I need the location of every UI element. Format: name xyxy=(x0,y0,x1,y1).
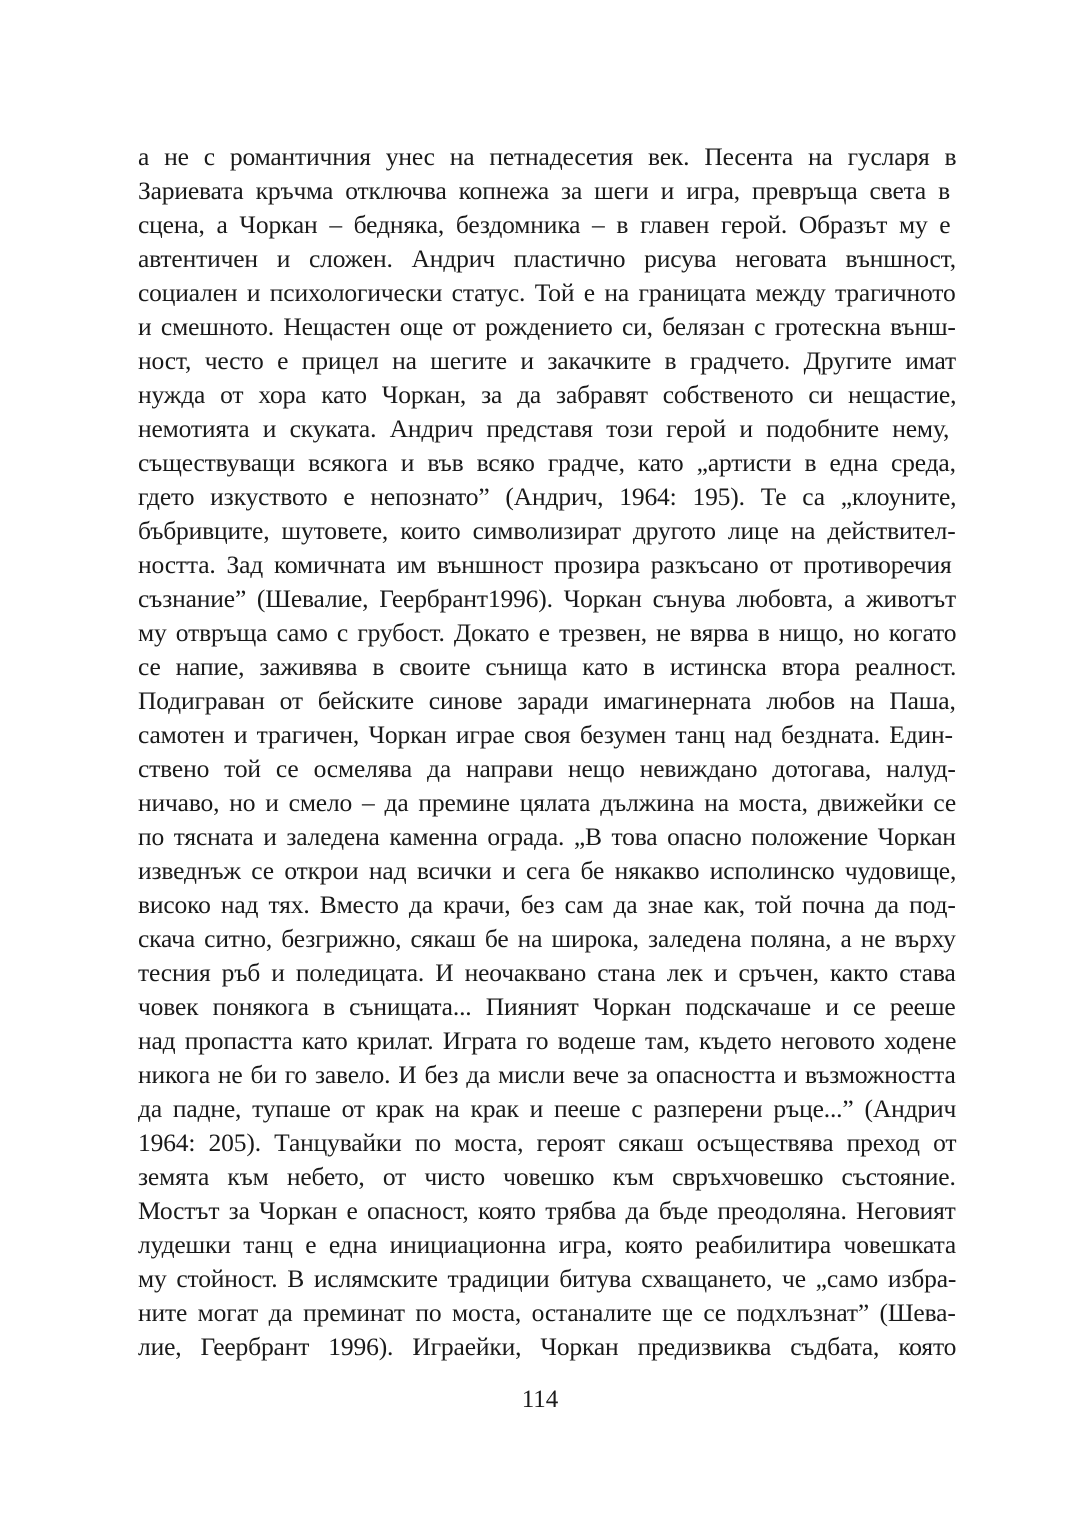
text-line: ността. Зад комичната им външност прозира разкъсано от противоречия xyxy=(138,550,952,579)
text-line: изведнъж се открои над всички и сега бе някакво исполинско чудовище, xyxy=(138,856,957,885)
text-line: ничаво, но и смело – да премине цялата дължина на моста, движейки се xyxy=(138,788,957,817)
text-line: високо над тях. Вместо да крачи, без сам да знае как, той почна да под- xyxy=(138,890,956,919)
text-line: автентичен и сложен. Андрич пластично рисува неговата външност, xyxy=(138,244,956,273)
text-line: над пропастта като крилат. Играта го водеше там, където неговото ходене xyxy=(138,1026,957,1055)
text-line: ствено той се осмелява да направи нещо невиждано дотогава, налуд- xyxy=(138,754,956,783)
text-line: му отвръща само с грубост. Докато е трезвен, не вярва в нищо, но когато xyxy=(138,618,957,647)
text-line: бъбривците, шутовете, които символизират другото лице на действител- xyxy=(138,516,956,545)
text-line: скача ситно, безгрижно, сякаш бе на широка, заледена поляна, а не върху xyxy=(138,924,956,953)
text-line: лие, Геербрант 1996). Играейки, Чоркан предизвиква съдбата, която xyxy=(138,1332,957,1361)
text-line: по тясната и заледена каменна ограда. „В това опасно положение Чоркан xyxy=(138,822,956,851)
text-line: се напие, заживява в своите сънища като в истинска втора реалност. xyxy=(138,652,957,681)
text-line: лудешки танц е една инициационна игра, която реабилитира човешката xyxy=(138,1230,957,1259)
text-line: съзнание” (Шевалие, Геербрант1996). Чоркан сънува любовта, а животът xyxy=(138,584,956,613)
text-line: гдето изкуството е непознато” (Андрич, 1964: 195). Те са „клоуните, xyxy=(138,482,957,511)
text-line: му стойност. В ислямските традиции битува схващането, че „само избра- xyxy=(138,1264,957,1293)
text-line: а не с романтичния унес на петнадесетия век. Песента на гусларя в xyxy=(138,142,957,171)
text-line: земята към небето, от чисто човешко към свръхчовешко състояние. xyxy=(138,1162,956,1191)
text-line: и смешното. Нещастен още от рождението си, белязан с гротескна външ- xyxy=(138,312,956,341)
text-line: тесния ръб и поледицата. И неочаквано стана лек и сръчен, както става xyxy=(138,958,956,987)
text-line: самотен и трагичен, Чоркан играе своя безумен танц над бездната. Един- xyxy=(138,720,953,749)
text-line: социален и психологически статус. Той е на границата между трагичното xyxy=(138,278,956,307)
body-text xyxy=(138,140,956,1364)
text-line: съществуващи всякога и във всяко градче, като „артисти в една среда, xyxy=(138,448,956,477)
page-number: 114 xyxy=(521,1386,559,1413)
text-line: да падне, тупаше от крак на крак и пееше с разперени ръце...” (Андрич xyxy=(138,1094,957,1123)
text-line: Зариевата кръчма отключва копнежа за шеги и игра, превръща света в xyxy=(138,176,951,205)
text-line: никога не би го завело. И без да мисли вече за опасността и възможността xyxy=(138,1060,956,1089)
text-line: човек понякога в сънищата... Пияният Чоркан подскачаше и се рееше xyxy=(138,992,956,1021)
text-line: немотията и скуката. Андрич представя този герой и подобните нему, xyxy=(138,414,950,443)
text-line: 1964: 205). Танцувайки по моста, героят сякаш осъществява преход от xyxy=(138,1128,957,1157)
text-line: нужда от хора като Чоркан, за да забравят собственото си нещастие, xyxy=(138,380,957,409)
text-line: Мостът за Чоркан е опасност, която трябва да бъде преодоляна. Неговият xyxy=(138,1196,956,1225)
text-line: сцена, а Чоркан – бедняка, бездомника – в главен герой. Образът му е xyxy=(138,210,951,239)
text-line: ност, често е прицел на шегите и закачките в градчето. Другите имат xyxy=(138,346,957,375)
text-line: Подиграван от бейските синове заради имагинерната любов на Паша, xyxy=(138,686,956,715)
text-line: ните могат да преминат по моста, останалите ще се подхлъзнат” (Шева- xyxy=(138,1298,956,1327)
